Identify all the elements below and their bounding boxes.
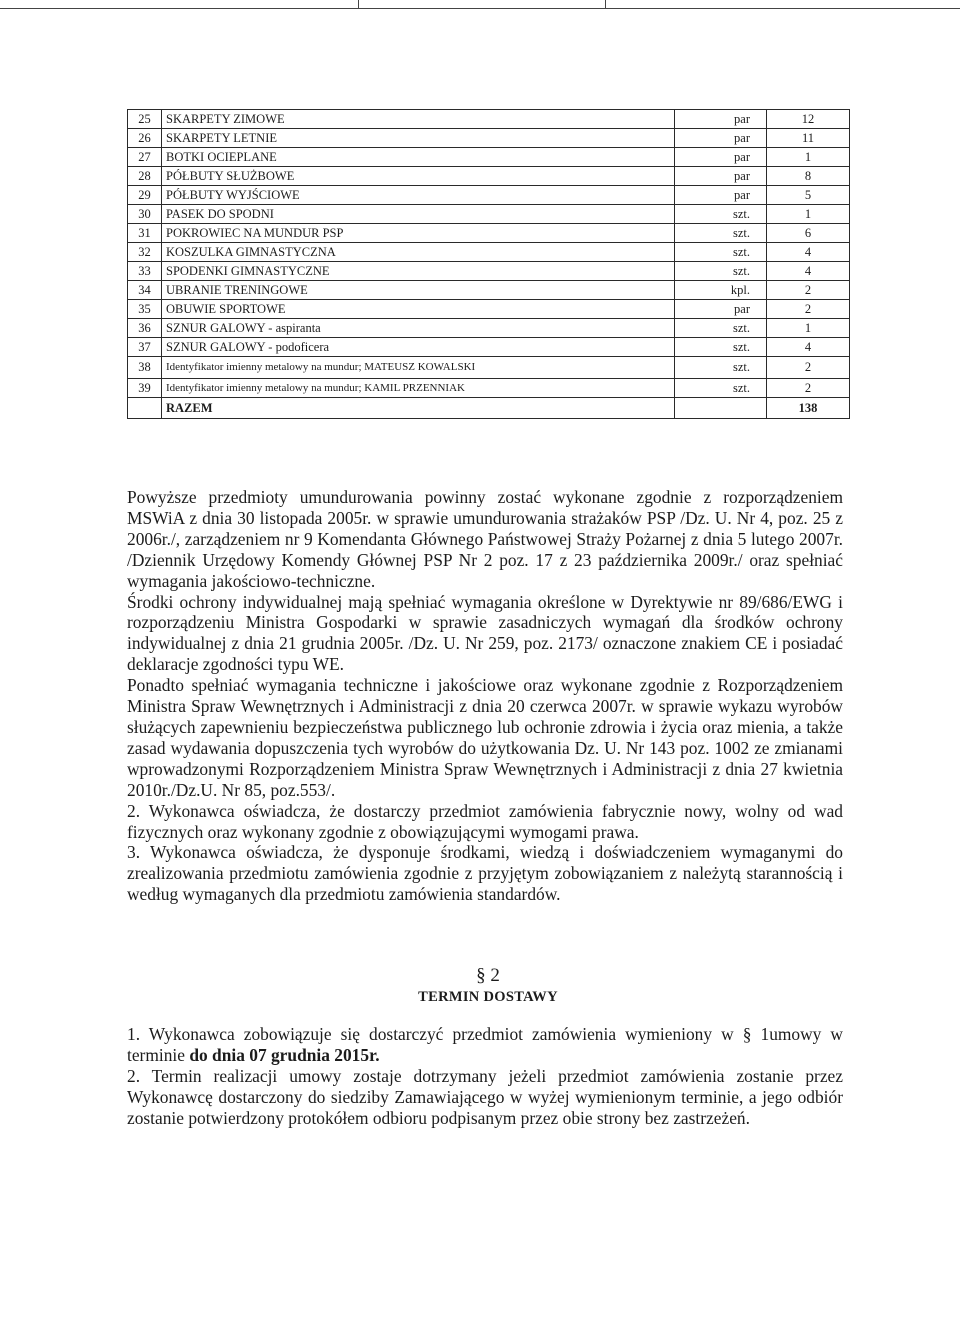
item-quantity: 4 xyxy=(767,262,850,281)
item-unit: szt. xyxy=(675,205,767,224)
item-number: 29 xyxy=(128,186,162,205)
table-row xyxy=(128,148,850,167)
item-quantity: 5 xyxy=(767,186,850,205)
paragraph-capabilities: 3. Wykonawca oświadcza, że dysponuje środkami, wiedzą i doświadczeniem wymaganymi do zrealizowania przedmiotu zamówienia zgodnie z przyjętym zobowiązaniem z należytą starannością i według wymaganych dla przedmiotu zamówienia standardów. xyxy=(127,842,843,905)
item-name: SPODENKI GIMNASTYCZNE xyxy=(162,262,675,281)
item-name: BOTKI OCIEPLANE xyxy=(162,148,675,167)
item-number: 33 xyxy=(128,262,162,281)
item-name: PÓŁBUTY WYJŚCIOWE xyxy=(162,186,675,205)
paragraph-technical-requirements: Ponadto spełniać wymagania techniczne i jakościowe oraz wykonane zgodnie z Rozporządzeniem Ministra Spraw Wewnętrznych i Administracji z dnia 20 czerwca 2007r. w sprawie wykazu wyrobów służących zapewnieniu bezpieczeństwa publicznego lub ochronie zdrowia i życia oraz mienia, a także zasad wydawania dopuszczenia tych wyrobów do użytkowania Dz. U. Nr 143 poz. 1002 ze zmianami wprowadzonymi Rozporządzeniem Ministra Spraw Wewnętrznych i Administracji z dnia 27 kwietnia 2010r./Dz.U. Nr 85, poz.553/. xyxy=(127,675,843,800)
item-number: 28 xyxy=(128,167,162,186)
item-name: SZNUR GALOWY - podoficera xyxy=(162,338,675,357)
table-row xyxy=(128,129,850,148)
item-number: 36 xyxy=(128,319,162,338)
total-label: RAZEM xyxy=(162,398,675,419)
item-quantity: 1 xyxy=(767,319,850,338)
table-row xyxy=(128,357,850,379)
total-unit-empty xyxy=(675,398,767,419)
item-unit: kpl. xyxy=(675,281,767,300)
item-quantity: 4 xyxy=(767,243,850,262)
paragraph-ppe-directive: Środki ochrony indywidualnej mają spełniać wymagania określone w Dyrektywie nr 89/686/EWG i rozporządzeniu Ministra Gospodarki w sprawie zasadniczych wymagań dla środków ochrony indywidualnej z dnia 21 grudnia 2005r. /Dz. U. Nr 259, poz. 2173/ oznaczone znakiem CE i posiadać deklaracje zgodności typu WE. xyxy=(127,591,843,675)
item-number: 38 xyxy=(128,357,162,379)
item-quantity: 2 xyxy=(767,357,850,379)
section-title: TERMIN DOSTAWY xyxy=(418,989,558,1005)
item-number: 27 xyxy=(128,148,162,167)
total-qty: 138 xyxy=(767,398,850,419)
item-number: 34 xyxy=(128,281,162,300)
item-unit: szt. xyxy=(675,338,767,357)
item-quantity: 4 xyxy=(767,338,850,357)
items-table-footer xyxy=(128,398,850,419)
table-row xyxy=(128,262,850,281)
item-quantity: 6 xyxy=(767,224,850,243)
table-row xyxy=(128,224,850,243)
scan-top-border xyxy=(0,8,960,9)
item-name: SKARPETY LETNIE xyxy=(162,129,675,148)
item-number: 26 xyxy=(128,129,162,148)
table-row xyxy=(128,319,850,338)
item-unit: par xyxy=(675,186,767,205)
scan-tick-mark xyxy=(605,0,606,9)
delivery-deadline: do dnia 07 grudnia 2015r. xyxy=(189,1044,380,1065)
item-unit: szt. xyxy=(675,224,767,243)
table-row xyxy=(128,281,850,300)
item-unit: szt. xyxy=(675,243,767,262)
item-unit: szt. xyxy=(675,262,767,281)
delivery-paragraph-2: 2. Termin realizacji umowy zostaje dotrzymany jeżeli przedmiot zamówienia zostanie przez Wykonawcę dostarczony do siedziby Zamawiającego w wyżej wymienionym terminie, a jego odbiór zostanie potwierdzony protokółem odbioru podpisanym przez obie strony bez zastrzeżeń. xyxy=(127,1065,843,1128)
items-table-body xyxy=(128,110,850,398)
table-row xyxy=(128,338,850,357)
table-row xyxy=(128,186,850,205)
item-number: 39 xyxy=(128,379,162,398)
item-unit: par xyxy=(675,300,767,319)
body-paragraph-regulations xyxy=(127,487,843,905)
item-quantity: 2 xyxy=(767,379,850,398)
item-unit: par xyxy=(675,167,767,186)
item-number: 35 xyxy=(128,300,162,319)
uniform-items-table xyxy=(127,109,850,419)
delivery-term-text: 1. Wykonawca zobowiązuje się dostarczyć przedmiot zamówienia wymieniony w § 1umowy w terminie xyxy=(127,1024,843,1065)
scan-tick-mark xyxy=(358,0,359,9)
item-quantity: 8 xyxy=(767,167,850,186)
item-quantity: 1 xyxy=(767,148,850,167)
table-row xyxy=(128,300,850,319)
item-unit: szt. xyxy=(675,319,767,338)
paragraph-mswia: Powyższe przedmioty umundurowania powinny zostać wykonane zgodnie z rozporządzeniem MSWiA z dnia 30 listopada 2005r. w sprawie umundurowania strażaków PSP /Dz. U. Nr 4, poz. 25 z 2006r./, zarządzeniem nr 9 Komendanta Głównego Państwowej Straży Pożarnej z dnia 5 lutego 2007r. /Dziennik Urzędowy Komendy Głównej PSP Nr 2 poz. 17 z 23 października 2009r./ oraz spełniać wymagania jakościowo-techniczne. xyxy=(127,487,843,591)
delivery-paragraph-1 xyxy=(127,1024,843,1066)
item-unit: par xyxy=(675,148,767,167)
item-quantity: 2 xyxy=(767,281,850,300)
item-number: 32 xyxy=(128,243,162,262)
item-unit: par xyxy=(675,110,767,129)
item-number: 31 xyxy=(128,224,162,243)
item-quantity: 11 xyxy=(767,129,850,148)
item-name: UBRANIE TRENINGOWE xyxy=(162,281,675,300)
item-name: SZNUR GALOWY - aspiranta xyxy=(162,319,675,338)
item-name: Identyfikator imienny metalowy na mundur; KAMIL PRZENNIAK xyxy=(162,379,675,398)
item-name: POKROWIEC NA MUNDUR PSP xyxy=(162,224,675,243)
item-unit: par xyxy=(675,129,767,148)
item-name: KOSZULKA GIMNASTYCZNA xyxy=(162,243,675,262)
paragraph-new-product: 2. Wykonawca oświadcza, że dostarczy przedmiot zamówienia fabrycznie nowy, wolny od wad fizycznych oraz wykonany zgodnie z obowiązującymi wymogami prawa. xyxy=(127,800,843,842)
table-row xyxy=(128,110,850,129)
item-quantity: 12 xyxy=(767,110,850,129)
item-number: 30 xyxy=(128,205,162,224)
table-row xyxy=(128,243,850,262)
item-name: OBUWIE SPORTOWE xyxy=(162,300,675,319)
table-row xyxy=(128,205,850,224)
item-name: PÓŁBUTY SŁUŻBOWE xyxy=(162,167,675,186)
item-quantity: 1 xyxy=(767,205,850,224)
table-row xyxy=(128,379,850,398)
item-number: 37 xyxy=(128,338,162,357)
total-row xyxy=(128,398,850,419)
item-unit: szt. xyxy=(675,379,767,398)
total-empty-cell xyxy=(128,398,162,419)
item-name: Identyfikator imienny metalowy na mundur; MATEUSZ KOWALSKI xyxy=(162,357,675,379)
item-quantity: 2 xyxy=(767,300,850,319)
item-number: 25 xyxy=(128,110,162,129)
item-name: PASEK DO SPODNI xyxy=(162,205,675,224)
section-number: § 2 xyxy=(476,965,500,986)
section2-body xyxy=(127,1024,843,1129)
item-name: SKARPETY ZIMOWE xyxy=(162,110,675,129)
table-row xyxy=(128,167,850,186)
item-unit: szt. xyxy=(675,357,767,379)
